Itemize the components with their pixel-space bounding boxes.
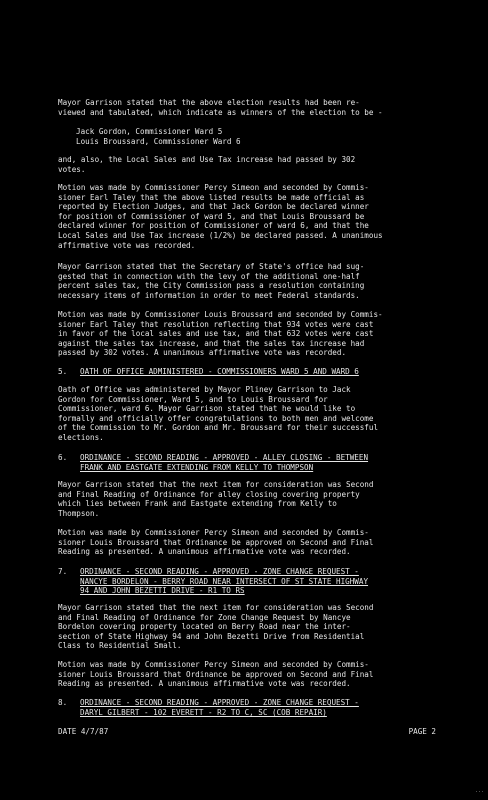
page-footer	[58, 727, 436, 737]
item-7-number: 7.	[58, 567, 68, 576]
motion-sales-tax-resolution: Motion was made by Commissioner Louis Broussard and seconded by Commis- sioner Earl Taley that resolution reflecting that 934 votes were cast in favor of the local sales and use tax, and that 632 votes were cast against the sales tax increase, and that the sales tax increase had passed by 302 votes. A unanimous affirmative vote was recorded.	[58, 310, 383, 358]
election-results-paragraph: Mayor Garrison stated that the above election results had been re- viewed and tabulated, which indicate as winners of the election to be -	[58, 98, 383, 117]
item-6-heading: ORDINANCE - SECOND READING - APPROVED - ALLEY CLOSING - BETWEEN FRANK AND EASTGATE EXTENDING FROM KELLY TO THOMPSON	[80, 453, 369, 472]
item-6-number: 6.	[58, 453, 68, 462]
footer-page-number: PAGE 2	[408, 727, 436, 736]
motion-alley-closing: Motion was made by Commissioner Percy Simeon and seconded by Commis- sioner Louis Broussard that Ordinance be approved on Second and Final Reading as presented. A unanimous affirmative vote was recorded.	[58, 528, 374, 557]
item-5-heading: OATH OF OFFICE ADMINISTERED - COMMISSIONERS WARD 5 AND WARD 6	[80, 367, 359, 376]
item-8-number: 8.	[58, 698, 68, 707]
corner-scan-mark: ...	[474, 788, 484, 795]
zone-change-paragraph: Mayor Garrison stated that the next item for consideration was Second and Final Reading of Ordinance for Zone Change Request by Nancye Bordelon covering property located on Berry Road near the inter- section of State Highway 94 and John Bezetti Drive from Residential Class to Residential Small.	[58, 603, 374, 651]
secretary-of-state-paragraph: Mayor Garrison stated that the Secretary of State's office had sug- gested that in connection with the levy of the additional one-half percent sales tax, the City Commission pass a resolution containing necessary items of information in order to meet Federal standards.	[58, 262, 365, 300]
item-8-heading: ORDINANCE - SECOND READING - APPROVED - ZONE CHANGE REQUEST - DARYL GILBERT - 102 EVERETT - R2 TO C, SC (COB REPAIR)	[80, 698, 359, 717]
sales-tax-paragraph: and, also, the Local Sales and Use Tax increase had passed by 302 votes.	[58, 155, 356, 174]
item-5-number: 5.	[58, 367, 68, 376]
motion-zone-change: Motion was made by Commissioner Percy Simeon and seconded by Commis- sioner Louis Broussard that Ordinance be approved on Second and Final Reading as presented. A unanimous affirmative vote was recorded.	[58, 660, 374, 689]
winners-list: Jack Gordon, Commissioner Ward 5 Louis Broussard, Commissioner Ward 6	[76, 127, 241, 146]
item-7-heading: ORDINANCE - SECOND READING - APPROVED - ZONE CHANGE REQUEST - NANCYE BORDELON - BERRY ROAD NEAR INTERSECT OF ST STATE HIGHWAY 94 AND JOHN BEZETTI DRIVE - R1 TO RS	[80, 567, 369, 596]
alley-closing-paragraph: Mayor Garrison stated that the next item for consideration was Second and Final Reading of Ordinance for alley closing covering property which lies between Frank and Eastgate extending from Kelly to Thompson.	[58, 480, 374, 518]
oath-of-office-paragraph: Oath of Office was administered by Mayor Pliney Garrison to Jack Gordon for Commissioner, Ward 5, and to Louis Broussard for Commissioner, ward 6. Mayor Garrison stated that he would like to formally and officially offer congratulations to both men and welcome of the Commission to Mr. Gordon and Mr. Broussard for their successful elections.	[58, 385, 379, 442]
motion-official-results: Motion was made by Commissioner Percy Simeon and seconded by Commis- sioner Earl Taley that the above listed results be made official as reported by Election Judges, and that Jack Gordon be declared winner for position of Commissioner of ward 5, and that Louis Broussard be declared winner for position of Commissioner of ward 6, and that the Local Sales and Use Tax increase (1/2%) be declared passed. A unanimous affirmative vote was recorded.	[58, 183, 383, 250]
footer-date: DATE 4/7/87	[58, 727, 109, 736]
